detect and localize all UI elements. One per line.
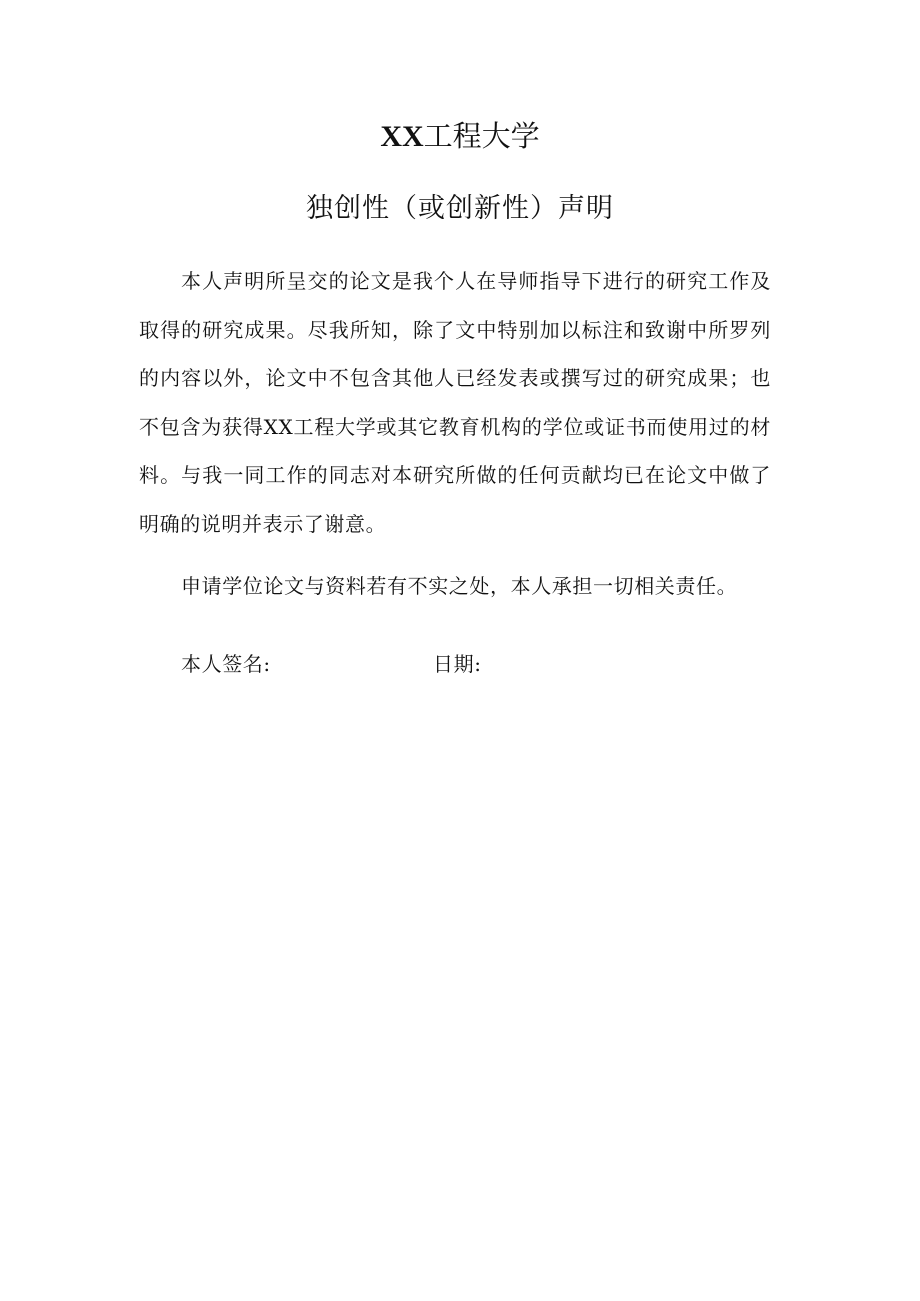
- signature-row: [181, 644, 741, 684]
- university-name: 工程大学: [423, 119, 540, 153]
- date-label: 日期:: [433, 652, 482, 676]
- signature-label: 本人签名:: [181, 652, 271, 676]
- declaration-body: [139, 257, 771, 548]
- declaration-paragraph: 本人声明所呈交的论文是我个人在导师指导下进行的研究工作及取得的研究成果。尽我所知，除了文中特别加以标注和致谢中所罗列的内容以外，论文中不包含其他人已经发表或撰写过的研究成果；也不包含为获得XX工程大学或其它教育机构的学位或证书而使用过的材料。与我一同工作的同志对本研究所做的任何贡献均已在论文中做了明确的说明并表示了谢意。: [139, 269, 771, 536]
- university-heading: [0, 116, 920, 157]
- responsibility-paragraph: 申请学位论文与资料若有不实之处，本人承担一切相关责任。: [181, 574, 738, 598]
- page-title: 独创性（或创新性）声明: [306, 193, 614, 224]
- university-prefix: XX: [380, 120, 424, 153]
